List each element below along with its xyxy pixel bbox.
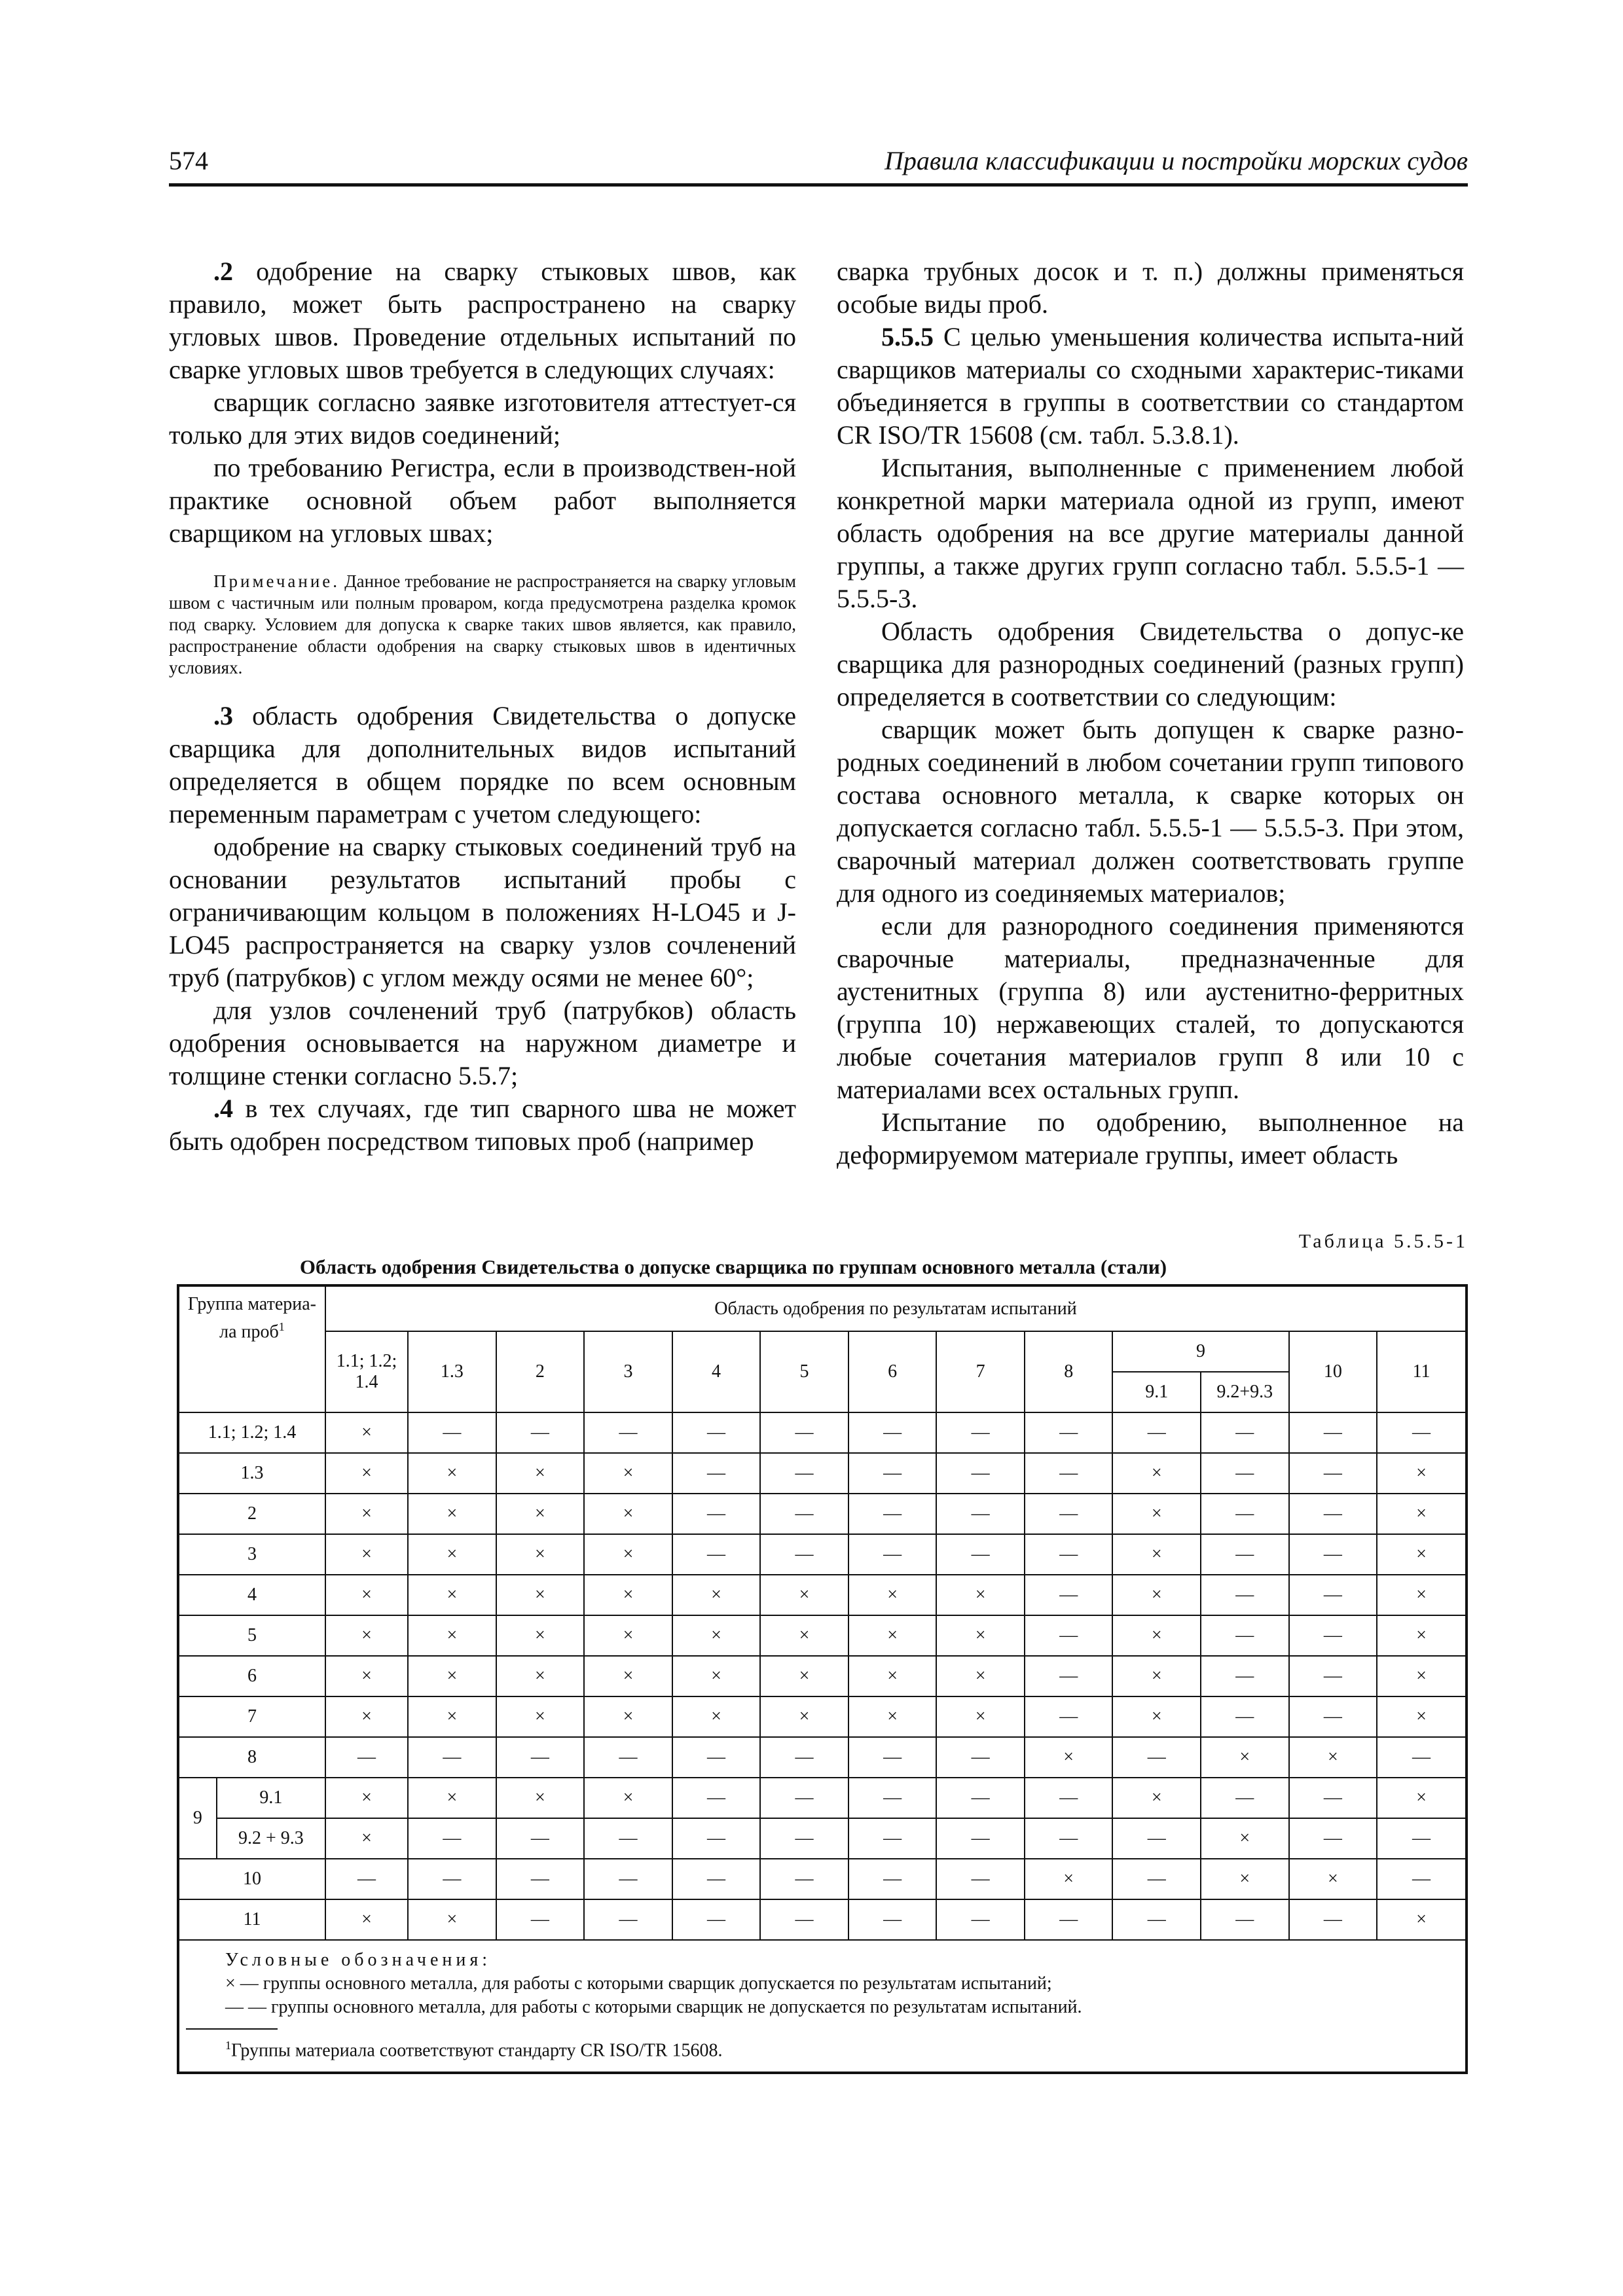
table-cell: ×	[1289, 1859, 1377, 1899]
column-header: 4	[672, 1331, 761, 1412]
table-cell: ×	[760, 1615, 848, 1656]
row-header-label: Группа материа-ла проб$^1$	[178, 1285, 325, 1412]
table-cell: ×	[1025, 1859, 1113, 1899]
table-cell: ×	[848, 1656, 937, 1696]
footnote	[225, 2034, 1465, 2072]
table-cell: —	[848, 1778, 937, 1818]
column-header: 11	[1377, 1331, 1467, 1412]
table-cell: ×	[1025, 1737, 1113, 1778]
table-cell: —	[672, 1534, 761, 1575]
running-title: Правила классификации и постройки морских судов	[884, 146, 1468, 175]
table-cell: —	[760, 1534, 848, 1575]
table-cell: ×	[936, 1656, 1025, 1696]
table-row	[178, 1575, 1467, 1615]
table-cell: ×	[584, 1534, 672, 1575]
footnote-marker: 1	[278, 1320, 285, 1333]
page-number: 574	[169, 146, 208, 175]
table-cell: ×	[936, 1615, 1025, 1656]
table-row	[178, 1899, 1467, 1940]
table-row	[178, 1859, 1467, 1899]
table-cell: —	[672, 1453, 761, 1494]
table-cell: —	[1025, 1534, 1113, 1575]
table-cell: ×	[496, 1656, 585, 1696]
row-label: 6	[178, 1656, 325, 1696]
footnote-rule	[186, 2028, 278, 2030]
right-column	[837, 255, 1464, 1172]
column-header: 1.3	[408, 1331, 496, 1412]
paragraph-text: в тех случаях, где тип сварного шва не может быть одобрен посредством типовых проб (например	[169, 1094, 796, 1156]
table-cell: ×	[760, 1656, 848, 1696]
paragraph	[169, 255, 796, 386]
table-cell: ×	[584, 1575, 672, 1615]
table-cell: —	[760, 1859, 848, 1899]
table-cell: ×	[1112, 1696, 1201, 1737]
section-number: 5.5.5	[881, 322, 934, 351]
table-cell: ×	[1112, 1494, 1201, 1534]
table-cell: —	[1289, 1575, 1377, 1615]
table-cell: —	[1025, 1615, 1113, 1656]
table-cell: —	[848, 1453, 937, 1494]
table-cell: ×	[496, 1494, 585, 1534]
table-cell: —	[760, 1494, 848, 1534]
table-cell: ×	[408, 1453, 496, 1494]
table-row	[178, 1737, 1467, 1778]
table-cell: ×	[1377, 1494, 1467, 1534]
table-header-row	[178, 1331, 1467, 1372]
table-cell: ×	[496, 1778, 585, 1818]
table-row	[178, 1494, 1467, 1534]
legend-cell	[178, 1940, 1467, 2073]
paragraph: Испытания, выполненные с применением любой конкретной марки материала одной из групп, имеют область одобрения на все другие материалы данной группы, а также других групп согласно табл. 5.5.5-1 — 5.5.5-3.	[837, 453, 1464, 613]
row-label: 10	[178, 1859, 325, 1899]
table-cell: —	[672, 1859, 761, 1899]
table-cell: —	[760, 1453, 848, 1494]
table-cell: —	[1289, 1534, 1377, 1575]
table-cell: —	[496, 1899, 585, 1940]
paragraph: сварщик согласно заявке изготовителя аттестует-ся только для этих видов соединений;	[169, 387, 796, 450]
table-cell: ×	[325, 1412, 408, 1453]
table-cell: —	[1201, 1656, 1289, 1696]
table-cell: —	[672, 1899, 761, 1940]
table-cell: —	[672, 1778, 761, 1818]
table-cell: —	[1025, 1494, 1113, 1534]
table-cell: ×	[496, 1453, 585, 1494]
table-cell: —	[936, 1494, 1025, 1534]
paragraph: сварка трубных досок и т. п.) должны применяться особые виды проб.	[837, 257, 1464, 319]
table-cell: ×	[1377, 1696, 1467, 1737]
paragraph: для узлов сочленений труб (патрубков) область одобрения основывается на наружном диаметре и толщине стенки согласно 5.5.7;	[169, 996, 796, 1090]
table-cell: —	[1377, 1737, 1467, 1778]
table-cell: ×	[1112, 1453, 1201, 1494]
row-label: 7	[178, 1696, 325, 1737]
footnote-text: Группы материала соответствуют стандарту CR ISO/TR 15608.	[231, 2040, 723, 2061]
table-cell: ×	[408, 1494, 496, 1534]
table-cell: —	[584, 1412, 672, 1453]
table-cell: —	[848, 1899, 937, 1940]
table-cell: —	[496, 1859, 585, 1899]
row-label: 4	[178, 1575, 325, 1615]
table-cell: —	[936, 1778, 1025, 1818]
legend-item: × — группы основного металла, для работы с которыми сварщик допускается по результатам испытаний;	[225, 1973, 1052, 1994]
table-cell: ×	[760, 1696, 848, 1737]
table-cell: ×	[1112, 1575, 1201, 1615]
table-cell: ×	[672, 1615, 761, 1656]
row-label: 3	[178, 1534, 325, 1575]
table-cell: —	[1112, 1899, 1201, 1940]
table-cell: —	[760, 1412, 848, 1453]
table-cell: —	[848, 1412, 937, 1453]
table-cell: —	[1289, 1453, 1377, 1494]
table-header-row	[178, 1285, 1467, 1331]
paragraph	[169, 1092, 796, 1158]
paragraph: если для разнородного соединения применяются сварочные материалы, предназначенные для аустенитных (группа 8) или аустенитно-ферритных (группа 10) нержавеющих сталей, то допускаются любые сочетания материалов групп 8 или 10 с материалами всех остальных групп.	[837, 911, 1464, 1104]
table-cell: —	[1201, 1453, 1289, 1494]
table-cell: ×	[1112, 1534, 1201, 1575]
table-cell: ×	[672, 1575, 761, 1615]
table-cell: —	[1201, 1534, 1289, 1575]
note-label: Примечание.	[213, 571, 340, 591]
table-row	[178, 1656, 1467, 1696]
table-cell: ×	[325, 1575, 408, 1615]
table-cell: —	[1025, 1899, 1113, 1940]
table-cell: ×	[325, 1899, 408, 1940]
table-row	[178, 1696, 1467, 1737]
paragraph	[169, 700, 796, 831]
row-label: 1.1; 1.2; 1.4	[178, 1412, 325, 1453]
table-cell: —	[408, 1412, 496, 1453]
table-cell: —	[1025, 1696, 1113, 1737]
table-row	[178, 1615, 1467, 1656]
table-cell: —	[672, 1412, 761, 1453]
page-header	[169, 145, 1468, 187]
table-cell: ×	[1201, 1818, 1289, 1859]
clause-number: .3	[213, 701, 233, 730]
table-cell: ×	[584, 1453, 672, 1494]
table-cell: —	[936, 1453, 1025, 1494]
table-cell: ×	[496, 1615, 585, 1656]
table-cell: —	[1377, 1412, 1467, 1453]
row-label: 2	[178, 1494, 325, 1534]
column-header: 5	[760, 1331, 848, 1412]
clause-number: .4	[213, 1094, 233, 1123]
table-cell: —	[1289, 1412, 1377, 1453]
table-cell: —	[1289, 1899, 1377, 1940]
table-cell: —	[936, 1737, 1025, 1778]
column-header: 9.1	[1112, 1372, 1201, 1412]
table-cell: —	[848, 1534, 937, 1575]
span-header: Область одобрения по результатам испытаний	[325, 1285, 1467, 1331]
paragraph	[837, 321, 1464, 452]
table-row	[178, 1534, 1467, 1575]
table-cell: —	[1025, 1453, 1113, 1494]
table-cell: —	[1112, 1737, 1201, 1778]
footnote-marker: 1	[225, 2039, 231, 2052]
table-cell: —	[760, 1899, 848, 1940]
table-cell: —	[672, 1737, 761, 1778]
table-cell: ×	[325, 1818, 408, 1859]
table-cell: ×	[584, 1494, 672, 1534]
table-cell: —	[760, 1737, 848, 1778]
table-cell: —	[1025, 1818, 1113, 1859]
table-cell: ×	[1377, 1615, 1467, 1656]
table-cell: —	[1025, 1656, 1113, 1696]
legend-title: Условные обозначения:	[225, 1950, 492, 1970]
table-cell: —	[936, 1899, 1025, 1940]
table-cell: ×	[325, 1534, 408, 1575]
table-cell: —	[848, 1818, 937, 1859]
table-cell: ×	[1377, 1534, 1467, 1575]
table-cell: —	[1289, 1615, 1377, 1656]
row-label: 11	[178, 1899, 325, 1940]
table-cell: ×	[1377, 1575, 1467, 1615]
table-cell: —	[325, 1737, 408, 1778]
column-header: 2	[496, 1331, 585, 1412]
column-header: 8	[1025, 1331, 1113, 1412]
table-cell: —	[1377, 1859, 1467, 1899]
table-caption: Таблица 5.5.5-1	[1298, 1230, 1468, 1252]
left-column	[169, 255, 796, 1158]
table-cell: ×	[408, 1696, 496, 1737]
row-label: 9.1	[217, 1778, 325, 1818]
table-title: Область одобрения Свидетельства о допуске сварщика по группам основного металла (стали)	[299, 1255, 1167, 1278]
table-cell: —	[1112, 1412, 1201, 1453]
table-cell: —	[1289, 1818, 1377, 1859]
table-cell: —	[936, 1412, 1025, 1453]
clause-number: .2	[213, 257, 233, 286]
table-cell: —	[408, 1859, 496, 1899]
table-cell: ×	[584, 1615, 672, 1656]
column-group-header: 9	[1112, 1331, 1288, 1372]
paragraph: по требованию Регистра, если в производствен-ной практике основной объем работ выполняется сварщиком на угловых швах;	[169, 453, 796, 548]
table-cell: —	[584, 1737, 672, 1778]
row-label: 9.2 + 9.3	[217, 1818, 325, 1859]
table-cell: —	[1201, 1412, 1289, 1453]
table-cell: ×	[1289, 1737, 1377, 1778]
table-cell: —	[1025, 1412, 1113, 1453]
table-cell: ×	[672, 1696, 761, 1737]
note-text: Данное требование не распространяется на сварку угловым швом с частичным или полным проваром, когда предусмотрена разделка кромок под сварку. Условием для допуска к сварке таких швов является, как правило, распространение области одобрения на сварку стыковых швов в идентичных условиях.	[169, 571, 796, 677]
table-row	[178, 1453, 1467, 1494]
legend	[179, 1941, 1465, 2072]
table-cell: ×	[936, 1575, 1025, 1615]
table-cell: —	[760, 1818, 848, 1859]
table-cell: ×	[1112, 1615, 1201, 1656]
table-cell: ×	[408, 1575, 496, 1615]
table-cell: ×	[325, 1778, 408, 1818]
table-cell: ×	[848, 1696, 937, 1737]
table-cell: —	[408, 1737, 496, 1778]
table-cell: —	[936, 1534, 1025, 1575]
table-cell: —	[408, 1818, 496, 1859]
table-cell: —	[1289, 1656, 1377, 1696]
table-cell: —	[1377, 1818, 1467, 1859]
row-group-label: 9	[178, 1778, 217, 1859]
column-header: 9.2+9.3	[1201, 1372, 1289, 1412]
column-header: 3	[584, 1331, 672, 1412]
table-cell: —	[1112, 1818, 1201, 1859]
legend-item: — — группы основного металла, для работы с которыми сварщик не допускается по результатам испытаний.	[225, 1997, 1082, 2017]
table-cell: ×	[760, 1575, 848, 1615]
table-cell: —	[936, 1859, 1025, 1899]
table-cell: —	[584, 1859, 672, 1899]
paragraph-text: одобрение на сварку стыковых швов, как правило, может быть распространено на сварку угловых швов. Проведение отдельных испытаний по сварке угловых швов требуется в следующих случаях:	[169, 257, 796, 384]
table-cell: ×	[408, 1534, 496, 1575]
table-cell: —	[1201, 1899, 1289, 1940]
table-cell: —	[1112, 1859, 1201, 1899]
table-cell: ×	[496, 1575, 585, 1615]
table-cell: ×	[325, 1453, 408, 1494]
table-cell: —	[496, 1737, 585, 1778]
paragraph-text: С целью уменьшения количества испыта-ний сварщиков материалы со сходными характерис-тиками объединяется в группы в соответствии со стандартом CR ISO/TR 15608 (см. табл. 5.3.8.1).	[837, 322, 1464, 450]
table-row	[178, 1818, 1467, 1859]
table-cell: —	[1025, 1575, 1113, 1615]
table-cell: ×	[325, 1656, 408, 1696]
table-cell: —	[1289, 1778, 1377, 1818]
row-label: 5	[178, 1615, 325, 1656]
row-label: 1.3	[178, 1453, 325, 1494]
table-cell: —	[1201, 1696, 1289, 1737]
table-cell: ×	[496, 1534, 585, 1575]
table-cell: ×	[325, 1494, 408, 1534]
table-cell: ×	[584, 1778, 672, 1818]
table-cell: ×	[1201, 1859, 1289, 1899]
table-cell: —	[496, 1818, 585, 1859]
table-cell: —	[848, 1859, 937, 1899]
table-cell: ×	[1112, 1778, 1201, 1818]
column-header: 1.1; 1.2; 1.4	[325, 1331, 408, 1412]
table-cell: ×	[1112, 1656, 1201, 1696]
table-cell: —	[584, 1899, 672, 1940]
table-cell: —	[760, 1778, 848, 1818]
table-cell: ×	[584, 1696, 672, 1737]
paragraph: одобрение на сварку стыковых соединений труб на основании результатов испытаний пробы с ограничивающим кольцом в положениях H-LO45 и J-LO45 распространяется на сварку узлов сочленений труб (патрубков) с углом между осями не менее 60°;	[169, 832, 796, 992]
table-cell: —	[1201, 1778, 1289, 1818]
table-cell: —	[1289, 1696, 1377, 1737]
table-cell: ×	[848, 1615, 937, 1656]
column-header: 10	[1289, 1331, 1377, 1412]
table-cell: ×	[1377, 1778, 1467, 1818]
table-cell: —	[496, 1412, 585, 1453]
paragraph: Область одобрения Свидетельства о допус-ке сварщика для разнородных соединений (разных групп) определяется в соответствии со следующим:	[837, 617, 1464, 711]
table-cell: ×	[1377, 1899, 1467, 1940]
table-cell: —	[672, 1494, 761, 1534]
table-cell: —	[1289, 1494, 1377, 1534]
paragraph: сварщик может быть допущен к сварке разно-родных соединений в любом сочетании групп типового состава основного металла, к сварке которых он допускается согласно табл. 5.5.5-1 — 5.5.5-3. При этом, сварочный материал должен соответствовать группе для одного из соединяемых материалов;	[837, 715, 1464, 908]
row-label: 8	[178, 1737, 325, 1778]
legend-row	[178, 1940, 1467, 2073]
note	[169, 571, 796, 679]
table-cell: ×	[408, 1656, 496, 1696]
table-cell: ×	[325, 1615, 408, 1656]
column-header: 6	[848, 1331, 937, 1412]
table-cell: ×	[848, 1575, 937, 1615]
table-row	[178, 1778, 1467, 1818]
table-cell: ×	[1201, 1737, 1289, 1778]
table-cell: ×	[1377, 1656, 1467, 1696]
table-cell: —	[1201, 1494, 1289, 1534]
table-cell: ×	[408, 1778, 496, 1818]
table-cell: —	[936, 1818, 1025, 1859]
table-cell: ×	[325, 1696, 408, 1737]
table-cell: —	[1201, 1615, 1289, 1656]
table-cell: —	[584, 1818, 672, 1859]
table-cell: ×	[408, 1899, 496, 1940]
table-cell: —	[848, 1737, 937, 1778]
table-cell: ×	[408, 1615, 496, 1656]
column-header: 7	[936, 1331, 1025, 1412]
paragraph-text: область одобрения Свидетельства о допуске сварщика для дополнительных видов испытаний определяется в общем порядке по всем основным переменным параметрам с учетом следующего:	[169, 701, 796, 829]
paragraph: Испытание по одобрению, выполненное на деформируемом материале группы, имеет область	[837, 1107, 1464, 1170]
table-cell: —	[1201, 1575, 1289, 1615]
approval-table	[177, 1284, 1468, 2074]
table-cell: —	[672, 1818, 761, 1859]
table-cell: —	[848, 1494, 937, 1534]
table-row	[178, 1412, 1467, 1453]
table-cell: ×	[584, 1656, 672, 1696]
table-cell: ×	[496, 1696, 585, 1737]
table-cell: —	[325, 1859, 408, 1899]
table-cell: ×	[936, 1696, 1025, 1737]
table-cell: —	[1025, 1778, 1113, 1818]
table-cell: ×	[1377, 1453, 1467, 1494]
table-cell: ×	[672, 1656, 761, 1696]
